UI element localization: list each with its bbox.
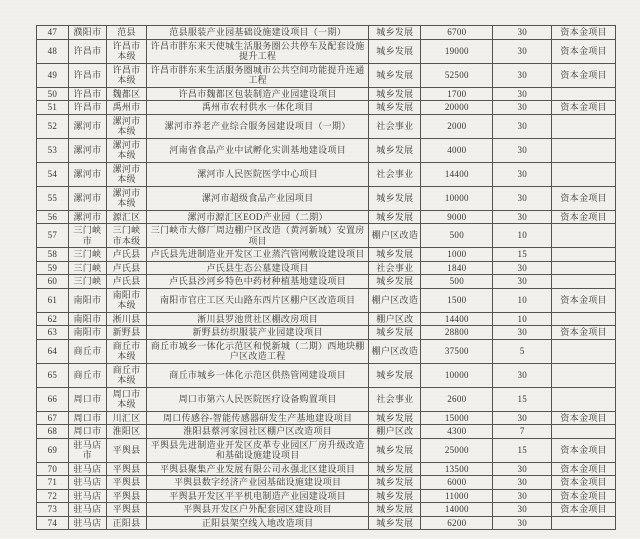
cell-category: 棚户区改	[369, 425, 421, 439]
table-row	[37, 63, 616, 87]
cell-row-number: 70	[37, 462, 69, 476]
table-row	[37, 248, 616, 262]
cell-district: 商丘市本级	[107, 363, 147, 387]
table-row	[37, 101, 616, 115]
cell-category: 城乡发展	[369, 275, 421, 289]
table-row	[37, 26, 616, 40]
cell-project-name: 漯河市源汇区EOD产业园（二期）	[146, 210, 368, 224]
cell-project-name: 正阳县架空线入地改造项目	[146, 516, 368, 530]
cell-city: 濮阳市	[68, 26, 106, 40]
cell-city: 南阳市	[68, 288, 106, 312]
cell-category: 城乡发展	[369, 476, 421, 490]
cell-capital-fund-note: 资本金项目	[552, 101, 616, 115]
table-row	[37, 87, 616, 101]
cell-row-number: 49	[37, 63, 69, 87]
cell-amount: 14000	[421, 503, 493, 517]
cell-ratio: 30	[493, 114, 552, 138]
cell-district: 卢氏县	[107, 248, 147, 262]
cell-category: 城乡发展	[369, 516, 421, 530]
cell-category: 城乡发展	[369, 462, 421, 476]
cell-project-name: 新野县纺织服装产业园建设项目	[146, 326, 368, 340]
cell-row-number: 63	[37, 326, 69, 340]
cell-ratio: 10	[493, 224, 552, 248]
cell-capital-fund-note: 资本金项目	[552, 210, 616, 224]
table-row	[37, 425, 616, 439]
cell-city: 驻马店	[68, 503, 106, 517]
cell-city: 漯河市	[68, 114, 106, 138]
table-row	[37, 462, 616, 476]
table-row	[37, 339, 616, 363]
cell-amount: 10000	[421, 363, 493, 387]
cell-project-name: 平舆县开发区平平机电制造产业园建设项目	[146, 489, 368, 503]
cell-project-name: 河南省食品产业中试孵化实训基地建设项目	[146, 138, 368, 162]
cell-district: 卢氏县	[107, 275, 147, 289]
table-row	[37, 411, 616, 425]
cell-category: 棚户区改	[369, 312, 421, 326]
cell-project-name: 卢氏县先进制造业开发区工业蒸汽管网敷设建设项目	[146, 248, 368, 262]
cell-ratio: 30	[493, 489, 552, 503]
cell-project-name: 淅川县罗池贯社区棚改房项目	[146, 312, 368, 326]
cell-city: 南阳市	[68, 312, 106, 326]
cell-district: 范县	[107, 26, 147, 40]
cell-project-name: 范县服装产业园基础设施建设项目（一期）	[146, 26, 368, 40]
cell-district: 许昌市本级	[107, 39, 147, 63]
cell-amount: 500	[421, 275, 493, 289]
cell-category: 城乡发展	[369, 101, 421, 115]
cell-district: 平舆县	[107, 489, 147, 503]
table-row	[37, 210, 616, 224]
cell-ratio: 30	[493, 138, 552, 162]
cell-capital-fund-note: 资本金项目	[552, 476, 616, 490]
table-row	[37, 114, 616, 138]
cell-project-name: 禹州市农村供水一体化项目	[146, 101, 368, 115]
cell-project-name: 平舆县开发区户外配套园区建设项目	[146, 503, 368, 517]
table-row	[37, 138, 616, 162]
cell-capital-fund-note: 资本金项目	[552, 63, 616, 87]
cell-district: 商丘市本级	[107, 339, 147, 363]
cell-capital-fund-note	[552, 261, 616, 275]
cell-capital-fund-note	[552, 162, 616, 186]
cell-row-number: 56	[37, 210, 69, 224]
cell-capital-fund-note	[552, 224, 616, 248]
cell-row-number: 65	[37, 363, 69, 387]
cell-ratio: 30	[493, 411, 552, 425]
cell-category: 城乡发展	[369, 87, 421, 101]
cell-city: 驻马店	[68, 462, 106, 476]
cell-row-number: 62	[37, 312, 69, 326]
cell-project-name: 许昌市魏都区包装制造产业园建设项目	[146, 87, 368, 101]
cell-row-number: 72	[37, 489, 69, 503]
cell-row-number: 47	[37, 26, 69, 40]
cell-ratio: 5	[493, 339, 552, 363]
cell-ratio: 30	[493, 275, 552, 289]
cell-project-name: 许昌市胖东来生活服务圈城市公共空间功能提升连通工程	[146, 63, 368, 87]
cell-project-name: 三门峡市大修厂周边棚户区改造（黄河新城）安置房项目	[146, 224, 368, 248]
cell-city: 驻马店	[68, 489, 106, 503]
table-row	[37, 489, 616, 503]
cell-category: 棚户区改造	[369, 288, 421, 312]
cell-amount: 1700	[421, 87, 493, 101]
cell-district: 南阳市本级	[107, 288, 147, 312]
cell-amount: 14400	[421, 162, 493, 186]
cell-capital-fund-note	[552, 312, 616, 326]
cell-ratio: 30	[493, 39, 552, 63]
cell-ratio: 30	[493, 101, 552, 115]
cell-city: 许昌市	[68, 39, 106, 63]
cell-capital-fund-note	[552, 516, 616, 530]
cell-district: 源汇区	[107, 210, 147, 224]
cell-capital-fund-note	[552, 275, 616, 289]
table-row	[37, 516, 616, 530]
cell-capital-fund-note	[552, 138, 616, 162]
cell-category: 城乡发展	[369, 210, 421, 224]
cell-city: 许昌市	[68, 101, 106, 115]
cell-project-name: 平舆县聚集产业发展有限公司永强北区建设项目	[146, 462, 368, 476]
cell-city: 三门峡市	[68, 224, 106, 248]
cell-district: 平舆县	[107, 503, 147, 517]
cell-city: 许昌市	[68, 87, 106, 101]
cell-row-number: 54	[37, 162, 69, 186]
cell-amount: 4000	[421, 138, 493, 162]
cell-category: 城乡发展	[369, 503, 421, 517]
cell-city: 周口市	[68, 425, 106, 439]
cell-district: 禹州市	[107, 101, 147, 115]
cell-ratio: 15	[493, 438, 552, 462]
cell-amount: 4300	[421, 425, 493, 439]
cell-ratio: 30	[493, 326, 552, 340]
cell-category: 城乡发展	[369, 26, 421, 40]
cell-amount: 20000	[421, 101, 493, 115]
cell-amount: 6200	[421, 516, 493, 530]
cell-amount: 1840	[421, 261, 493, 275]
cell-city: 商丘市	[68, 363, 106, 387]
cell-row-number: 58	[37, 248, 69, 262]
cell-district: 三门峡市本级	[107, 224, 147, 248]
cell-amount: 2600	[421, 387, 493, 411]
cell-district: 平舆县	[107, 476, 147, 490]
cell-amount: 13500	[421, 462, 493, 476]
cell-city: 漯河市	[68, 162, 106, 186]
table-row	[37, 186, 616, 210]
cell-city: 许昌市	[68, 63, 106, 87]
cell-ratio: 10	[493, 312, 552, 326]
cell-city: 漯河市	[68, 210, 106, 224]
cell-ratio: 30	[493, 87, 552, 101]
cell-capital-fund-note: 资本金项目	[552, 411, 616, 425]
cell-project-name: 平舆县先进制造业开发区皮革专业园区厂房升级改造和基础设施建设项目	[146, 438, 368, 462]
cell-city: 周口市	[68, 411, 106, 425]
cell-category: 城乡发展	[369, 63, 421, 87]
cell-project-name: 卢氏县生态公墓建设项目	[146, 261, 368, 275]
cell-district: 平舆县	[107, 462, 147, 476]
cell-amount: 25000	[421, 438, 493, 462]
cell-amount: 28800	[421, 326, 493, 340]
cell-district: 正阳县	[107, 516, 147, 530]
table-row	[37, 476, 616, 490]
cell-project-name: 商丘市城乡一体化示范区供热管网建设项目	[146, 363, 368, 387]
cell-project-name: 淮阳县蔡河家园社区棚户区改造项目	[146, 425, 368, 439]
cell-capital-fund-note: 资本金项目	[552, 503, 616, 517]
cell-city: 驻马店	[68, 476, 106, 490]
cell-capital-fund-note	[552, 114, 616, 138]
cell-district: 淅川县	[107, 312, 147, 326]
cell-category: 社会事业	[369, 261, 421, 275]
cell-project-name: 南阳市官庄工区天山路东西片区棚户区改造项目	[146, 288, 368, 312]
cell-project-name: 商丘市城乡一体化示范区和悦新城（二期）西地块棚户区改造工程	[146, 339, 368, 363]
cell-amount: 6700	[421, 26, 493, 40]
cell-city: 驻马店	[68, 516, 106, 530]
cell-ratio: 15	[493, 248, 552, 262]
cell-category: 城乡发展	[369, 363, 421, 387]
cell-district: 周口市本级	[107, 387, 147, 411]
table-body	[37, 26, 616, 530]
cell-capital-fund-note: 资本金项目	[552, 326, 616, 340]
cell-district: 平舆县	[107, 438, 147, 462]
cell-category: 城乡发展	[369, 489, 421, 503]
cell-amount: 11000	[421, 489, 493, 503]
cell-district: 川汇区	[107, 411, 147, 425]
cell-ratio: 30	[493, 210, 552, 224]
cell-capital-fund-note: 资本金项目	[552, 438, 616, 462]
cell-category: 社会事业	[369, 162, 421, 186]
cell-ratio: 30	[493, 63, 552, 87]
cell-category: 城乡发展	[369, 326, 421, 340]
cell-project-name: 漯河市养老产业综合服务园建设项目（一期）	[146, 114, 368, 138]
cell-row-number: 53	[37, 138, 69, 162]
cell-ratio: 30	[493, 503, 552, 517]
cell-amount: 19000	[421, 39, 493, 63]
cell-category: 城乡发展	[369, 39, 421, 63]
cell-ratio: 15	[493, 387, 552, 411]
cell-district: 许昌市本级	[107, 63, 147, 87]
cell-row-number: 71	[37, 476, 69, 490]
cell-district: 淮阳区	[107, 425, 147, 439]
cell-capital-fund-note	[552, 387, 616, 411]
cell-amount: 1500	[421, 288, 493, 312]
cell-capital-fund-note: 资本金项目	[552, 26, 616, 40]
cell-ratio: 30	[493, 186, 552, 210]
cell-project-name: 周口传感谷-智能传感器研发生产基地建设项目	[146, 411, 368, 425]
cell-category: 棚户区改造	[369, 339, 421, 363]
cell-category: 城乡发展	[369, 186, 421, 210]
cell-category: 社会事业	[369, 114, 421, 138]
cell-row-number: 57	[37, 224, 69, 248]
cell-amount: 2000	[421, 114, 493, 138]
cell-row-number: 73	[37, 503, 69, 517]
cell-capital-fund-note: 资本金项目	[552, 489, 616, 503]
cell-row-number: 67	[37, 411, 69, 425]
cell-ratio: 30	[493, 26, 552, 40]
funding-projects-table	[36, 25, 616, 530]
cell-amount: 1000	[421, 248, 493, 262]
cell-amount: 52500	[421, 63, 493, 87]
cell-row-number: 69	[37, 438, 69, 462]
cell-row-number: 61	[37, 288, 69, 312]
cell-district: 卢氏县	[107, 261, 147, 275]
table-row	[37, 503, 616, 517]
table-row	[37, 326, 616, 340]
cell-ratio: 30	[493, 516, 552, 530]
cell-capital-fund-note	[552, 363, 616, 387]
cell-row-number: 48	[37, 39, 69, 63]
cell-city: 商丘市	[68, 339, 106, 363]
table-row	[37, 363, 616, 387]
cell-category: 城乡发展	[369, 138, 421, 162]
cell-district: 漯河市本级	[107, 162, 147, 186]
cell-city: 漯河市	[68, 186, 106, 210]
cell-city: 漯河市	[68, 138, 106, 162]
cell-amount: 14400	[421, 312, 493, 326]
cell-project-name: 许昌市胖东来天使城生活服务圈公共停车及配套设施提升工程	[146, 39, 368, 63]
cell-capital-fund-note	[552, 425, 616, 439]
cell-capital-fund-note: 资本金项目	[552, 186, 616, 210]
table-row	[37, 438, 616, 462]
cell-project-name: 周口市第六人民医院医疗设备购置项目	[146, 387, 368, 411]
cell-category: 城乡发展	[369, 248, 421, 262]
table-row	[37, 261, 616, 275]
cell-ratio: 30	[493, 462, 552, 476]
cell-city: 三门峡	[68, 248, 106, 262]
table-row	[37, 275, 616, 289]
cell-capital-fund-note: 资本金项目	[552, 288, 616, 312]
cell-row-number: 50	[37, 87, 69, 101]
cell-row-number: 68	[37, 425, 69, 439]
table-row	[37, 39, 616, 63]
cell-city: 驻马店市	[68, 438, 106, 462]
cell-ratio: 30	[493, 476, 552, 490]
cell-city: 三门峡	[68, 261, 106, 275]
cell-ratio: 30	[493, 363, 552, 387]
cell-amount: 10000	[421, 186, 493, 210]
cell-district: 漯河市本级	[107, 186, 147, 210]
cell-row-number: 66	[37, 387, 69, 411]
cell-row-number: 64	[37, 339, 69, 363]
cell-district: 新野县	[107, 326, 147, 340]
cell-ratio: 30	[493, 162, 552, 186]
cell-capital-fund-note: 资本金项目	[552, 462, 616, 476]
cell-capital-fund-note	[552, 339, 616, 363]
table-row	[37, 162, 616, 186]
table-row	[37, 312, 616, 326]
cell-amount: 9000	[421, 210, 493, 224]
table-row	[37, 224, 616, 248]
cell-category: 社会事业	[369, 387, 421, 411]
cell-amount: 6000	[421, 476, 493, 490]
cell-capital-fund-note: 资本金项目	[552, 39, 616, 63]
cell-row-number: 51	[37, 101, 69, 115]
cell-row-number: 60	[37, 275, 69, 289]
cell-category: 棚户区改造	[369, 224, 421, 248]
cell-row-number: 52	[37, 114, 69, 138]
cell-capital-fund-note	[552, 248, 616, 262]
cell-project-name: 漯河市超级食品产业园项目	[146, 186, 368, 210]
cell-category: 城乡发展	[369, 438, 421, 462]
cell-capital-fund-note	[552, 87, 616, 101]
cell-city: 三门峡	[68, 275, 106, 289]
cell-row-number: 55	[37, 186, 69, 210]
cell-project-name: 漯河市人民医院医学中心项目	[146, 162, 368, 186]
table-row	[37, 288, 616, 312]
cell-amount: 37500	[421, 339, 493, 363]
cell-district: 漯河市本级	[107, 138, 147, 162]
cell-row-number: 59	[37, 261, 69, 275]
cell-row-number: 74	[37, 516, 69, 530]
cell-ratio: 7	[493, 425, 552, 439]
cell-city: 南阳市	[68, 326, 106, 340]
table-row	[37, 387, 616, 411]
cell-district: 漯河市本级	[107, 114, 147, 138]
cell-ratio: 30	[493, 261, 552, 275]
cell-project-name: 平舆县数字经济产业园基础设施建设项目	[146, 476, 368, 490]
cell-project-name: 卢氏县沙河乡特色中药材种植基地建设项目	[146, 275, 368, 289]
cell-amount: 15000	[421, 411, 493, 425]
cell-ratio: 10	[493, 288, 552, 312]
cell-amount: 500	[421, 224, 493, 248]
cell-city: 周口市	[68, 387, 106, 411]
cell-district: 魏都区	[107, 87, 147, 101]
cell-category: 城乡发展	[369, 411, 421, 425]
